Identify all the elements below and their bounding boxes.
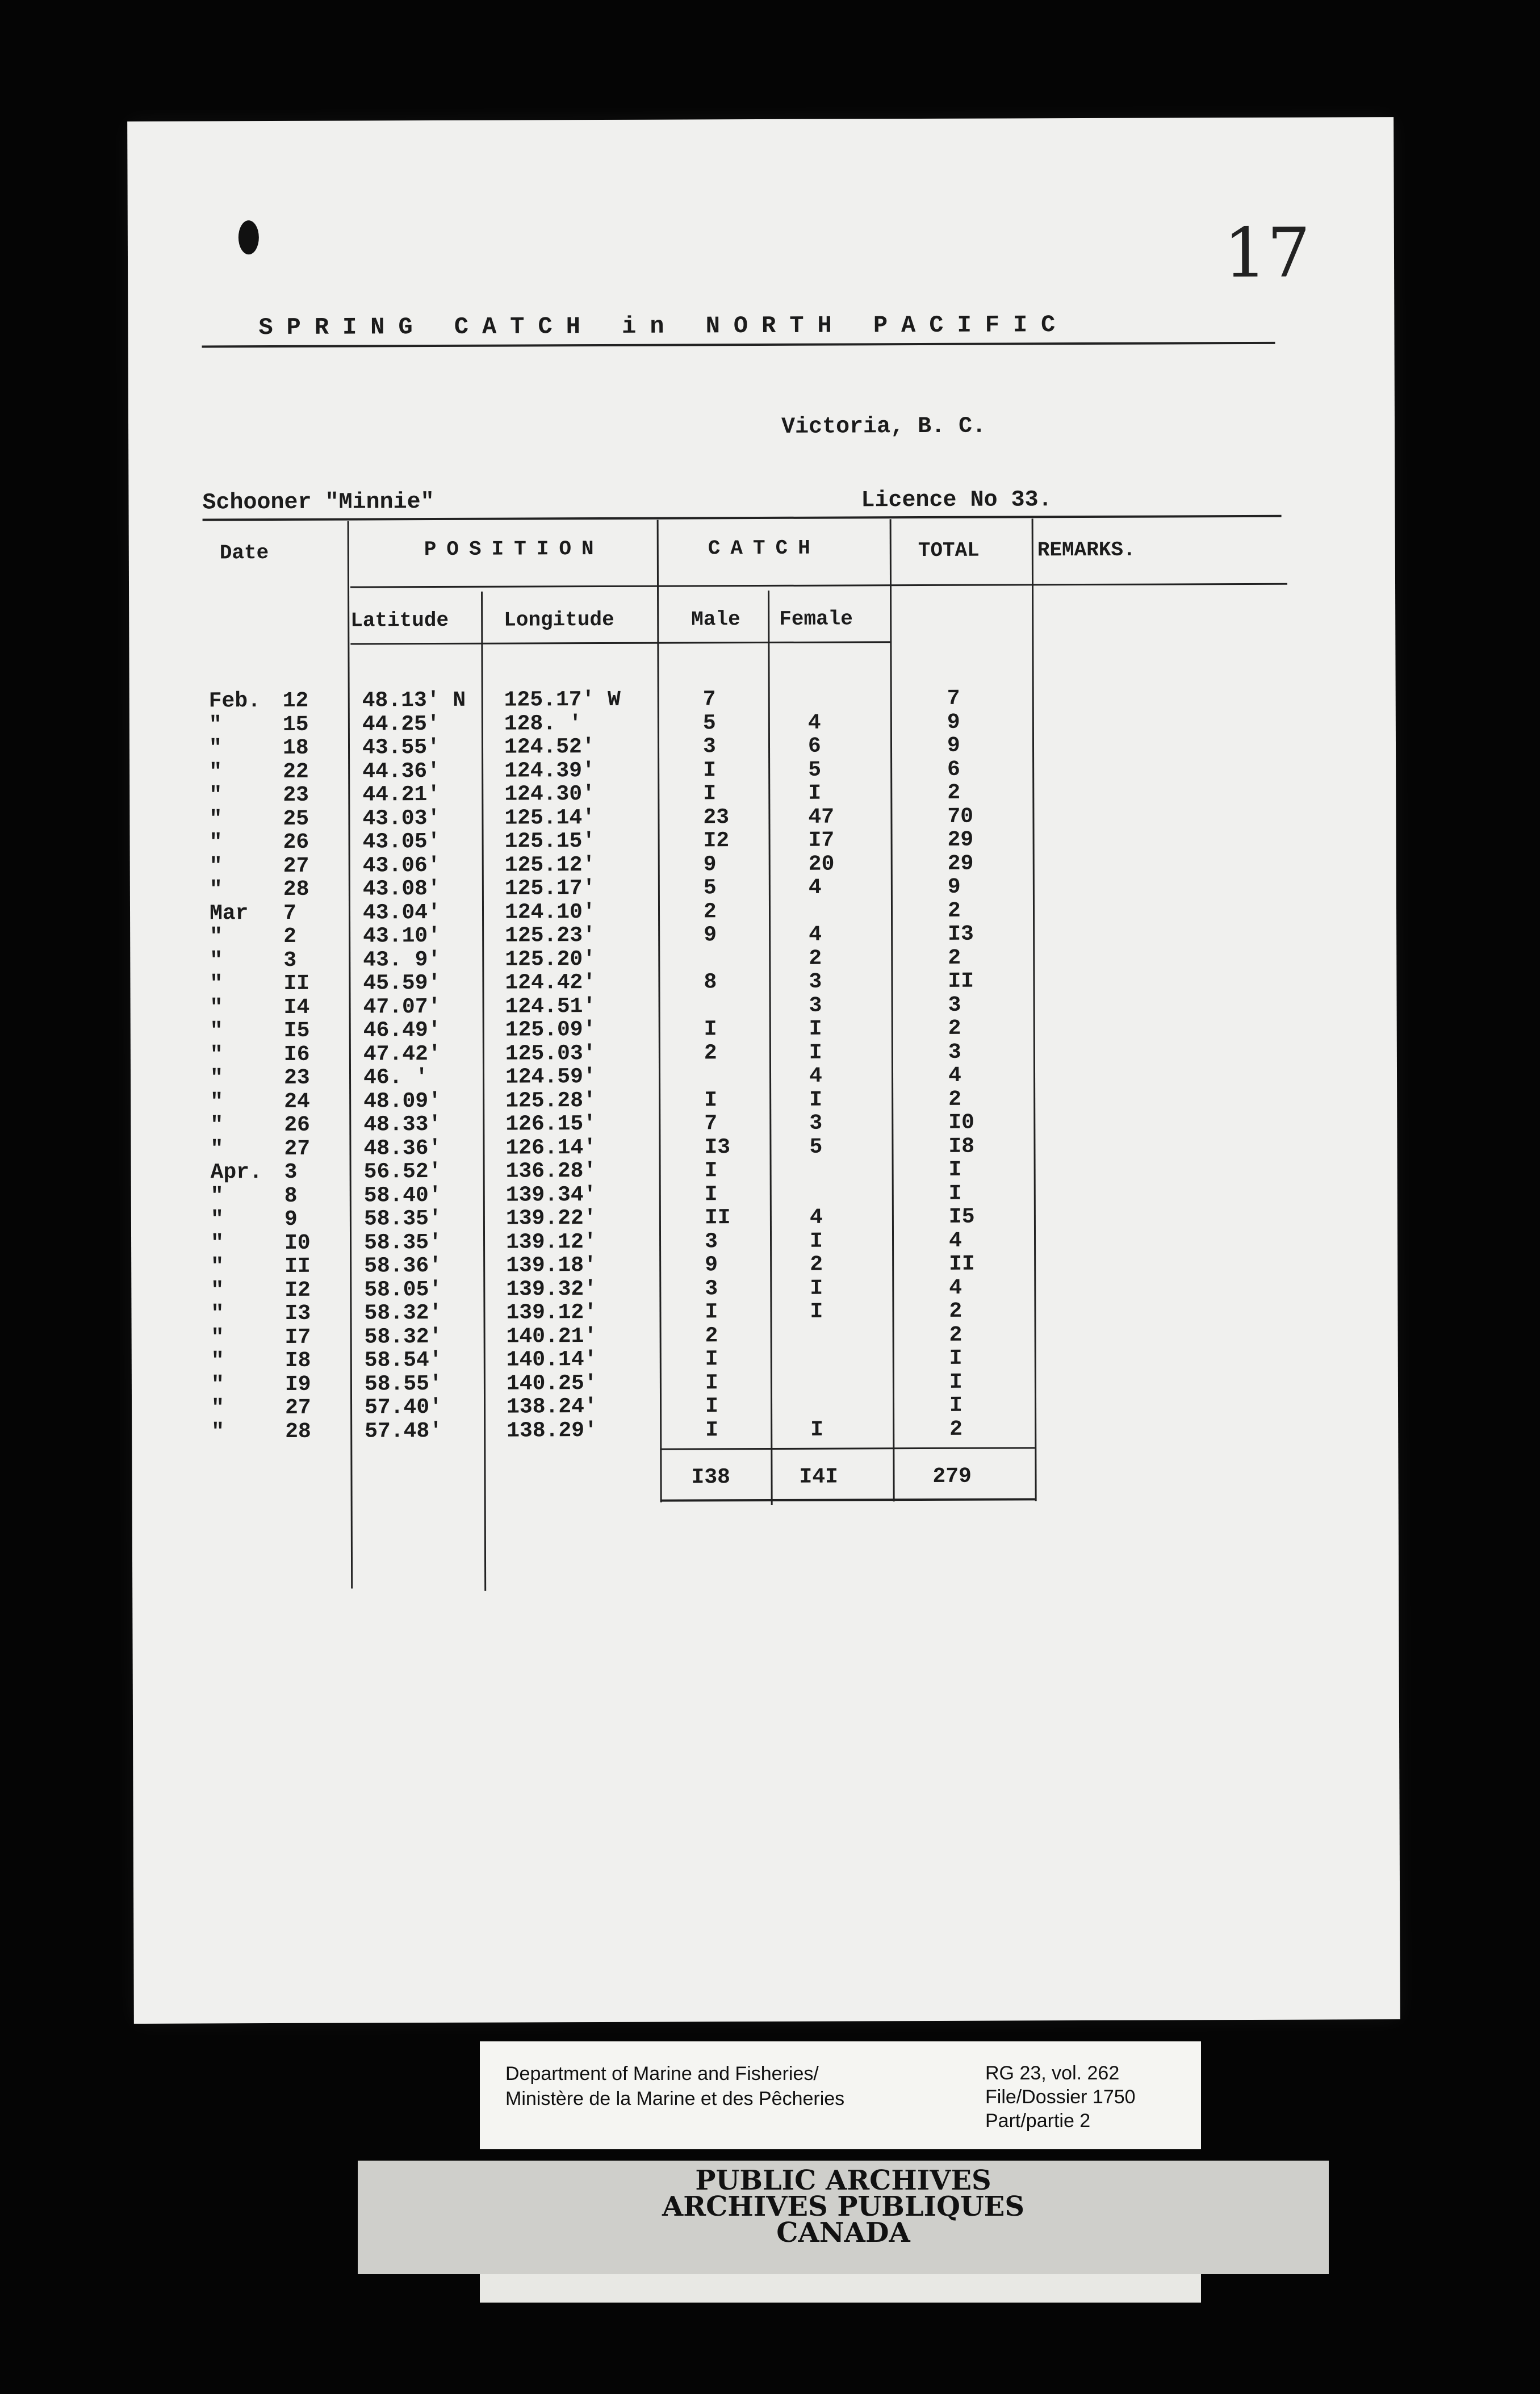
row-latitude: 58.35' xyxy=(363,1230,442,1255)
row-total: 2 xyxy=(948,1087,962,1112)
row-male: I xyxy=(703,757,717,782)
row-latitude: 58.54' xyxy=(364,1347,442,1373)
row-day: 26 xyxy=(283,830,309,855)
row-latitude: 43.03' xyxy=(362,806,441,831)
row-latitude: 47.07' xyxy=(363,994,441,1019)
subheader-rule xyxy=(350,583,1287,588)
row-female: 4 xyxy=(808,875,822,900)
row-total: 7 xyxy=(947,686,960,711)
row-total: 2 xyxy=(948,945,961,970)
row-longitude: 125.15' xyxy=(504,829,596,854)
row-male: 7 xyxy=(704,1111,718,1136)
row-total: 9 xyxy=(947,710,960,735)
row-total: 4 xyxy=(948,1063,961,1088)
row-month: " xyxy=(210,995,223,1020)
row-male: I xyxy=(704,1087,718,1112)
row-longitude: 139.12' xyxy=(506,1300,597,1325)
row-female: I xyxy=(808,781,822,806)
row-male: I xyxy=(705,1370,718,1395)
archives-line-2: ARCHIVES PUBLIQUES xyxy=(662,2191,1024,2223)
rule-total-left xyxy=(890,519,895,1501)
row-month: Apr. xyxy=(210,1160,262,1185)
row-male: 7 xyxy=(702,687,716,712)
row-month: " xyxy=(211,1349,224,1374)
header-longitude: Longitude xyxy=(504,608,614,632)
row-longitude: 124.42' xyxy=(505,970,596,995)
row-total: 70 xyxy=(947,804,974,829)
row-longitude: 126.15' xyxy=(505,1112,597,1137)
row-month: " xyxy=(210,924,223,949)
row-female: I xyxy=(809,1040,822,1065)
row-latitude: 44.25' xyxy=(362,711,440,736)
row-total: 2 xyxy=(949,1299,962,1324)
row-day: 3 xyxy=(283,948,297,973)
row-day: 12 xyxy=(282,688,309,713)
row-male: 2 xyxy=(703,899,717,924)
header-date: Date xyxy=(219,541,269,565)
totals-bottom-rule xyxy=(660,1498,1035,1501)
row-female: 5 xyxy=(808,757,822,782)
row-male: I xyxy=(705,1347,718,1372)
row-total: 29 xyxy=(947,827,974,852)
totals-top-rule xyxy=(660,1447,1035,1450)
row-male: 5 xyxy=(703,876,717,901)
row-latitude: 47.42' xyxy=(363,1041,441,1066)
row-male: I xyxy=(703,781,717,806)
row-male: II xyxy=(704,1206,731,1231)
row-longitude: 125.17' xyxy=(504,876,596,901)
row-day: 7 xyxy=(283,901,296,926)
row-day: I6 xyxy=(283,1042,310,1067)
department-fr: Ministère de la Marine et des Pêcheries xyxy=(505,2088,845,2110)
row-latitude: 57.48' xyxy=(365,1418,443,1443)
row-day: 8 xyxy=(284,1183,298,1208)
row-total: I xyxy=(949,1393,962,1418)
row-female: 2 xyxy=(810,1252,823,1277)
total-male: I38 xyxy=(691,1465,730,1490)
row-female: 4 xyxy=(809,1064,822,1089)
header-catch: CATCH xyxy=(708,536,821,560)
row-total: I5 xyxy=(948,1204,975,1229)
row-month: " xyxy=(211,1419,225,1444)
row-latitude: 58.35' xyxy=(363,1206,442,1232)
row-day: 24 xyxy=(284,1089,310,1114)
row-month: " xyxy=(210,1066,223,1091)
row-longitude: 124.10' xyxy=(504,899,596,925)
row-month: " xyxy=(211,1301,224,1326)
row-longitude: 124.51' xyxy=(505,994,596,1019)
row-female: 3 xyxy=(809,969,822,994)
row-month: " xyxy=(209,759,223,784)
row-longitude: 125.20' xyxy=(505,947,596,972)
row-month: " xyxy=(210,1136,224,1161)
row-month: " xyxy=(209,853,223,878)
place-line: Victoria, B. C. xyxy=(781,413,986,440)
row-female: I xyxy=(810,1417,824,1442)
row-latitude: 48.33' xyxy=(363,1112,442,1137)
row-female: I xyxy=(810,1276,823,1301)
row-day: I9 xyxy=(284,1372,311,1397)
row-latitude: 43.10' xyxy=(363,923,441,949)
row-total: 29 xyxy=(947,851,974,876)
row-total: I3 xyxy=(948,922,974,947)
row-latitude: 58.32' xyxy=(364,1324,442,1349)
row-day: 27 xyxy=(283,853,309,878)
row-total: 4 xyxy=(949,1275,962,1300)
header-top-rule xyxy=(203,515,1282,521)
row-latitude: 58.55' xyxy=(364,1371,442,1396)
row-male: 3 xyxy=(702,734,716,759)
row-longitude: 124.59' xyxy=(505,1065,596,1090)
row-day: 15 xyxy=(282,712,309,737)
row-month: Mar xyxy=(209,901,249,926)
row-male: 3 xyxy=(704,1229,718,1254)
row-day: II xyxy=(284,1254,311,1279)
row-longitude: 140.21' xyxy=(506,1324,597,1349)
row-day: 28 xyxy=(285,1419,311,1444)
row-month: " xyxy=(209,783,223,808)
row-total: 3 xyxy=(948,1040,961,1065)
row-month: " xyxy=(211,1325,224,1350)
row-latitude: 58.40' xyxy=(363,1183,442,1208)
row-total: 4 xyxy=(948,1228,962,1253)
document-title: SPRING CATCH in NORTH PACIFIC xyxy=(258,311,1069,342)
ref-volume: RG 23, vol. 262 xyxy=(985,2062,1120,2084)
department-en: Department of Marine and Fisheries/ xyxy=(505,2063,819,2085)
row-latitude: 46.49' xyxy=(363,1018,441,1043)
row-female: 47 xyxy=(808,805,835,830)
row-latitude: 43.06' xyxy=(362,853,441,878)
row-day: 9 xyxy=(284,1207,298,1232)
row-male: 8 xyxy=(704,970,717,995)
row-longitude: 125.03' xyxy=(505,1041,596,1066)
total-grand: 279 xyxy=(932,1464,972,1489)
row-female: 3 xyxy=(809,993,822,1018)
row-day: I3 xyxy=(284,1301,311,1326)
row-latitude: 57.40' xyxy=(364,1395,442,1420)
row-latitude: 58.05' xyxy=(364,1277,442,1302)
row-month: " xyxy=(208,712,222,737)
row-month: " xyxy=(209,877,223,902)
row-total: 2 xyxy=(949,1417,963,1442)
title-underline xyxy=(202,342,1275,348)
row-male: I xyxy=(705,1417,719,1442)
row-day: I0 xyxy=(284,1231,311,1255)
row-male: 2 xyxy=(704,1040,717,1065)
row-month: " xyxy=(210,1042,223,1067)
row-longitude: 126.14' xyxy=(505,1135,597,1161)
row-month: Feb. xyxy=(208,689,261,714)
row-latitude: 43.04' xyxy=(362,900,441,925)
row-latitude: 43. 9' xyxy=(363,947,441,972)
row-male: 9 xyxy=(703,852,717,877)
header-latitude: Latitude xyxy=(350,608,449,633)
row-female: 4 xyxy=(807,710,821,735)
row-month: " xyxy=(211,1396,224,1421)
row-male: I xyxy=(704,1182,718,1207)
rule-remarks-left xyxy=(1032,518,1037,1501)
row-female: I xyxy=(809,1087,823,1112)
row-total: I xyxy=(948,1157,962,1182)
row-male: 9 xyxy=(705,1253,718,1278)
row-female: I xyxy=(809,1229,823,1254)
row-month: " xyxy=(208,736,222,761)
row-female: 4 xyxy=(809,1205,823,1230)
row-longitude: 138.29' xyxy=(507,1418,597,1443)
row-male: I2 xyxy=(703,828,730,853)
row-day: 28 xyxy=(283,877,309,902)
row-latitude: 45.59' xyxy=(363,970,441,996)
row-female: I7 xyxy=(808,828,835,853)
row-day: 22 xyxy=(283,759,309,784)
schooner-name: Schooner "Minnie" xyxy=(202,489,434,516)
row-total: 2 xyxy=(947,898,961,923)
row-total: 3 xyxy=(948,993,961,1018)
row-male: 9 xyxy=(704,923,717,948)
row-month: " xyxy=(210,1183,224,1208)
licence-number: Licence No 33. xyxy=(861,487,1052,514)
row-latitude: 44.21' xyxy=(362,782,441,807)
row-day: 26 xyxy=(284,1112,311,1137)
archives-line-3: CANADA xyxy=(776,2217,910,2249)
row-month: " xyxy=(210,1231,224,1255)
row-total: 6 xyxy=(947,757,961,782)
row-latitude: 43.55' xyxy=(362,735,440,760)
row-longitude: 139.22' xyxy=(505,1206,597,1231)
row-female: 4 xyxy=(809,922,822,947)
punch-hole xyxy=(238,220,259,254)
header-position: POSITION xyxy=(424,537,604,562)
row-female: 5 xyxy=(809,1135,823,1160)
row-female: I xyxy=(810,1299,823,1324)
row-longitude: 124.52' xyxy=(504,735,595,760)
ref-part: Part/partie 2 xyxy=(985,2110,1091,2132)
row-total: I xyxy=(948,1181,962,1206)
row-month: " xyxy=(211,1254,224,1279)
row-longitude: 125.17' W xyxy=(504,687,621,713)
row-longitude: 136.28' xyxy=(505,1159,597,1184)
rule-latitude-left xyxy=(348,521,353,1589)
column-header-rule xyxy=(350,641,890,644)
row-female: 2 xyxy=(809,946,822,971)
row-longitude: 124.30' xyxy=(504,782,596,807)
row-month: " xyxy=(209,806,223,831)
row-latitude: 46. ' xyxy=(363,1065,429,1090)
bottom-strip xyxy=(480,2274,1201,2303)
row-female: 3 xyxy=(809,1111,823,1136)
row-male: 23 xyxy=(703,805,730,830)
row-total: II xyxy=(949,1252,975,1276)
rule-catch-left xyxy=(657,520,662,1502)
row-total: I0 xyxy=(948,1110,975,1135)
row-male: I3 xyxy=(704,1135,731,1160)
header-female: Female xyxy=(779,607,853,631)
row-month: " xyxy=(211,1372,224,1397)
row-month: " xyxy=(210,948,223,973)
row-male: 3 xyxy=(705,1276,718,1301)
row-total: I xyxy=(949,1370,962,1395)
rule-lat-lon xyxy=(481,592,486,1591)
archives-line-1: PUBLIC ARCHIVES xyxy=(695,2165,991,2196)
row-latitude: 48.09' xyxy=(363,1089,442,1114)
row-male: I xyxy=(704,1017,717,1042)
row-day: I5 xyxy=(283,1018,310,1043)
row-day: I4 xyxy=(283,995,310,1020)
row-latitude: 43.08' xyxy=(362,876,441,902)
row-month: " xyxy=(210,1089,224,1114)
row-male: I xyxy=(704,1158,718,1183)
row-longitude: 139.18' xyxy=(506,1253,597,1278)
row-longitude: 125.09' xyxy=(505,1018,596,1043)
row-longitude: 125.12' xyxy=(504,852,596,878)
row-longitude: 125.23' xyxy=(505,923,596,948)
row-day: II xyxy=(283,971,310,996)
row-longitude: 124.39' xyxy=(504,758,595,784)
row-total: 2 xyxy=(949,1322,962,1347)
row-day: 3 xyxy=(284,1160,298,1185)
row-longitude: 139.34' xyxy=(505,1182,597,1208)
page-number: 17 xyxy=(1223,214,1311,294)
header-remarks: REMARKS. xyxy=(1037,538,1136,562)
row-latitude: 43.05' xyxy=(362,829,441,855)
row-female: I xyxy=(809,1016,822,1041)
row-male: 5 xyxy=(702,710,716,735)
row-day: 23 xyxy=(283,782,309,807)
header-total: TOTAL xyxy=(918,538,980,563)
row-male: I xyxy=(705,1394,718,1419)
row-total: 2 xyxy=(947,780,961,805)
row-longitude: 125.28' xyxy=(505,1088,596,1114)
row-day: 23 xyxy=(283,1065,310,1090)
row-month: " xyxy=(210,972,223,997)
row-latitude: 56.52' xyxy=(363,1159,442,1185)
row-month: " xyxy=(211,1278,224,1303)
row-month: " xyxy=(209,830,223,855)
ref-file: File/Dossier 1750 xyxy=(985,2086,1136,2108)
row-latitude: 58.36' xyxy=(364,1253,442,1279)
row-day: I2 xyxy=(284,1278,311,1303)
header-male: Male xyxy=(691,608,740,631)
row-day: I8 xyxy=(284,1348,311,1373)
row-longitude: 138.24' xyxy=(506,1395,597,1420)
row-day: 27 xyxy=(284,1395,311,1420)
row-male: 2 xyxy=(705,1323,718,1348)
row-longitude: 125.14' xyxy=(504,805,596,831)
row-total: 2 xyxy=(948,1016,961,1041)
total-female: I4I xyxy=(799,1464,838,1489)
row-latitude: 48.36' xyxy=(363,1136,442,1161)
archives-banner xyxy=(358,2161,1329,2274)
row-day: 18 xyxy=(282,735,309,760)
row-total: I8 xyxy=(948,1134,975,1159)
row-male: I xyxy=(705,1300,718,1325)
row-total: 9 xyxy=(947,733,960,758)
document-sheet xyxy=(127,117,1400,2024)
row-longitude: 140.14' xyxy=(506,1347,597,1372)
row-longitude: 139.12' xyxy=(505,1229,597,1255)
row-longitude: 139.32' xyxy=(506,1276,597,1302)
row-latitude: 58.32' xyxy=(364,1300,442,1326)
row-total: II xyxy=(948,969,974,994)
row-month: " xyxy=(210,1019,223,1044)
row-day: I7 xyxy=(284,1325,311,1350)
row-day: 2 xyxy=(283,924,297,949)
archive-reference-card xyxy=(480,2041,1201,2149)
rule-male-female xyxy=(768,591,773,1505)
row-month: " xyxy=(210,1113,224,1138)
row-longitude: 128. ' xyxy=(504,711,582,736)
row-day: 25 xyxy=(283,806,309,831)
row-month: " xyxy=(210,1207,224,1232)
row-female: 6 xyxy=(807,734,821,759)
row-day: 27 xyxy=(284,1136,311,1161)
row-latitude: 44.36' xyxy=(362,759,441,784)
row-total: I xyxy=(949,1346,962,1371)
row-total: 9 xyxy=(947,874,961,899)
row-latitude: 48.13' N xyxy=(362,688,466,713)
row-female: 20 xyxy=(808,852,835,877)
row-longitude: 140.25' xyxy=(506,1371,597,1396)
